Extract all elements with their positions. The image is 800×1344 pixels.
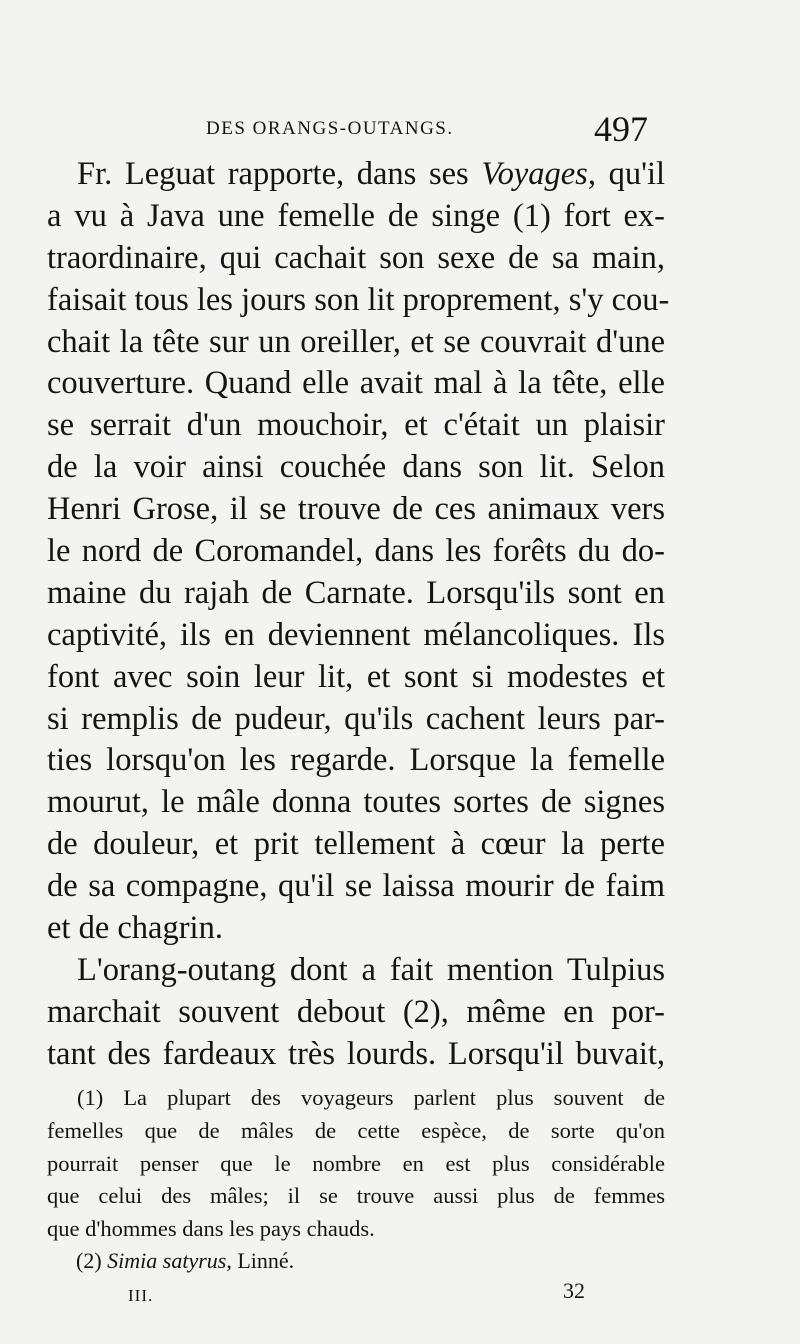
volume-signature: III. bbox=[128, 1286, 154, 1305]
author-name: Linné. bbox=[237, 1248, 295, 1273]
text-line: et de chagrin. bbox=[47, 910, 223, 947]
text-line: mourut, le mâle donna toutes sortes de signes bbox=[47, 784, 665, 821]
species-name: Simia satyrus, bbox=[107, 1248, 232, 1273]
footnote-line: pourrait penser que le nombre en est plus considérable bbox=[47, 1150, 665, 1176]
text-line: se serrait d'un mouchoir, et c'était un plaisir bbox=[47, 407, 665, 444]
footnote-2 bbox=[76, 1248, 294, 1274]
text-line: Fr. Leguat rapporte, dans ses Voyages, qu'il bbox=[77, 156, 666, 192]
running-title: DES ORANGS-OUTANGS. bbox=[206, 118, 454, 139]
page-number: 497 bbox=[594, 109, 648, 149]
footnote-line: que celui des mâles; il se trouve aussi plus de femmes bbox=[47, 1183, 665, 1209]
footnote-line: que d'hommes dans les pays chauds. bbox=[47, 1216, 375, 1242]
sheet-signature: 32 bbox=[563, 1278, 585, 1303]
text-line: a vu à Java une femelle de singe (1) fort ex- bbox=[47, 197, 665, 234]
text-line: tant des fardeaux très lourds. Lorsqu'il buvait, bbox=[47, 1035, 665, 1072]
text-line: traordinaire, qui cachait son sexe de sa main, bbox=[47, 239, 665, 276]
body-text bbox=[47, 154, 670, 1076]
text-line: marchait souvent debout (2), même en por- bbox=[47, 993, 665, 1030]
text-line: font avec soin leur lit, et sont si modestes et bbox=[47, 658, 665, 695]
text-line: couverture. Quand elle avait mal à la tête, elle bbox=[47, 365, 665, 402]
footnote-1 bbox=[47, 1082, 665, 1246]
text-line: chait la tête sur un oreiller, et se couvrait d'une bbox=[47, 323, 665, 360]
italic-title: Voyages bbox=[481, 156, 588, 192]
text-line: faisait tous les jours son lit proprement, s'y cou- bbox=[47, 281, 670, 318]
text-line: captivité, ils en deviennent mélancoliques. Ils bbox=[47, 616, 665, 653]
text-line: Henri Grose, il se trouve de ces animaux vers bbox=[47, 491, 665, 528]
text-line: maine du rajah de Carnate. Lorsqu'ils sont en bbox=[47, 574, 665, 611]
text-line: si remplis de pudeur, qu'ils cachent leurs par- bbox=[47, 700, 665, 737]
text-line: de la voir ainsi couchée dans son lit. Selon bbox=[47, 449, 665, 486]
text-line: ties lorsqu'on les regarde. Lorsque la femelle bbox=[47, 742, 665, 779]
text-line: le nord de Coromandel, dans les forêts du do- bbox=[47, 533, 665, 570]
text-line: L'orang-outang dont a fait mention Tulpius bbox=[77, 951, 665, 988]
text-line: de douleur, et prit tellement à cœur la perte bbox=[47, 826, 665, 863]
footnote-line: (1) La plupart des voyageurs parlent plus souvent de bbox=[77, 1085, 665, 1110]
footnote-marker: (2) bbox=[76, 1248, 102, 1273]
footnote-line: femelles que de mâles de cette espèce, de sorte qu'on bbox=[47, 1117, 665, 1143]
text-line: de sa compagne, qu'il se laissa mourir de faim bbox=[47, 868, 665, 905]
